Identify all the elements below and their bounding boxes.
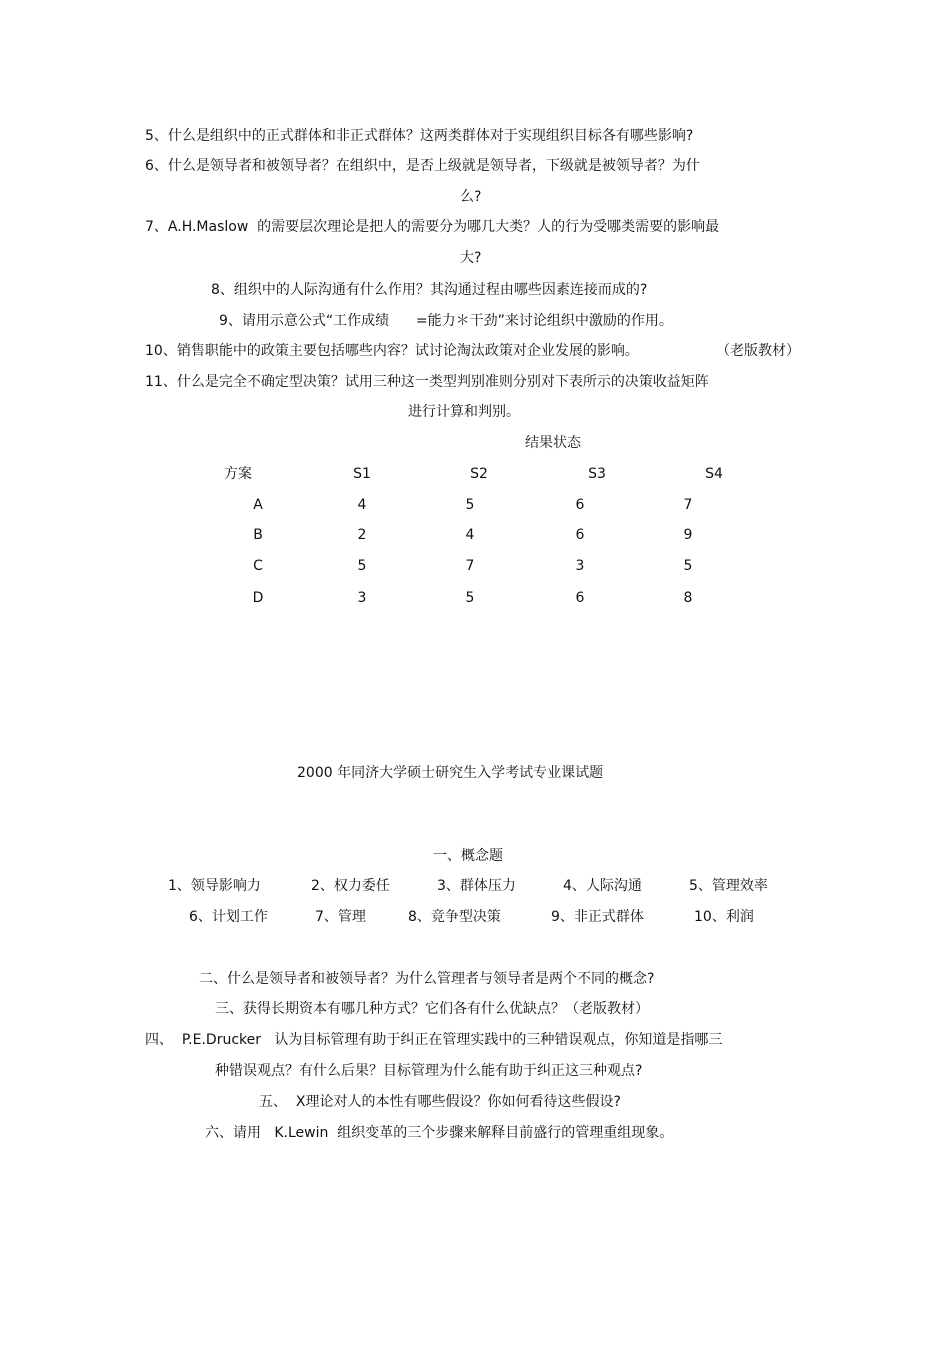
concept-item: 9、非正式群体 xyxy=(551,909,644,925)
question-10: 10、销售职能中的政策主要包括哪些内容？试讨论淘汰政策对企业发展的影响。 xyxy=(145,343,639,359)
table-cell: 7 xyxy=(683,497,693,513)
question-10-note: （老版教材） xyxy=(716,343,800,359)
table-cell: 9 xyxy=(683,527,693,543)
question-5: 5、什么是组织中的正式群体和非正式群体？这两类群体对于实现组织目标各有哪些影响? xyxy=(145,128,694,144)
table-cell: 6 xyxy=(575,590,585,606)
concept-item: 8、竞争型决策 xyxy=(408,909,501,925)
table-cell: 7 xyxy=(465,558,475,574)
concept-item: 10、利润 xyxy=(694,909,754,925)
exam-question-5: 五、 X理论对人的本性有哪些假设？你如何看待这些假设? xyxy=(259,1094,621,1110)
table-cell: 3 xyxy=(357,590,367,606)
question-9: 9、请用示意公式“工作成绩 =能力＊干劲”来讨论组织中激励的作用。 xyxy=(219,313,673,329)
row-label: B xyxy=(253,527,263,543)
concept-item: 5、管理效率 xyxy=(689,878,768,894)
concept-item: 2、权力委任 xyxy=(311,878,390,894)
table-caption: 结果状态 xyxy=(525,435,581,451)
question-11-line-1: 11、什么是完全不确定型决策？试用三种这一类型判别准则分别对下表所示的决策收益矩阵 xyxy=(145,374,709,390)
table-cell: 5 xyxy=(465,497,475,513)
table-cell: 8 xyxy=(683,590,693,606)
exam-title: 2000 年同济大学硕士研究生入学考试专业课试题 xyxy=(297,765,604,781)
section-heading: 一、概念题 xyxy=(433,848,503,864)
exam-question-3: 三、获得长期资本有哪几种方式？它们各有什么优缺点？（老版教材） xyxy=(215,1001,649,1017)
table-column-header: S4 xyxy=(705,466,723,482)
table-cell: 3 xyxy=(575,558,585,574)
row-label: D xyxy=(252,590,264,606)
table-row-header: 方案 xyxy=(224,466,252,482)
table-cell: 2 xyxy=(357,527,367,543)
table-cell: 6 xyxy=(575,527,585,543)
question-11-line-2: 进行计算和判别。 xyxy=(408,404,520,420)
question-7-line-1: 7、A.H.Maslow 的需要层次理论是把人的需要分为哪几大类？人的行为受哪类需要的影响最 xyxy=(145,219,720,235)
table-cell: 6 xyxy=(575,497,585,513)
concept-item: 4、人际沟通 xyxy=(563,878,642,894)
table-column-header: S2 xyxy=(470,466,488,482)
exam-question-4-line-2: 种错误观点？有什么后果？目标管理为什么能有助于纠正这三种观点? xyxy=(215,1063,643,1079)
exam-question-6: 六、请用 K.Lewin 组织变革的三个步骤来解释目前盛行的管理重组现象。 xyxy=(205,1125,674,1141)
table-cell: 4 xyxy=(465,527,475,543)
exam-question-2: 二、什么是领导者和被领导者？为什么管理者与领导者是两个不同的概念? xyxy=(199,971,655,987)
concept-item: 6、计划工作 xyxy=(189,909,268,925)
question-8: 8、组织中的人际沟通有什么作用？其沟通过程由哪些因素连接而成的? xyxy=(211,282,648,298)
concept-item: 1、领导影响力 xyxy=(168,878,261,894)
table-column-header: S1 xyxy=(353,466,371,482)
concept-item: 7、管理 xyxy=(315,909,366,925)
table-cell: 4 xyxy=(357,497,367,513)
row-label: A xyxy=(253,497,263,513)
row-label: C xyxy=(253,558,263,574)
exam-question-4-line-1: 四、 P.E.Drucker 认为目标管理有助于纠正在管理实践中的三种错误观点，你知道是指哪三 xyxy=(145,1032,723,1048)
question-7-line-2: 大? xyxy=(460,250,482,266)
table-cell: 5 xyxy=(465,590,475,606)
table-cell: 5 xyxy=(357,558,367,574)
table-cell: 5 xyxy=(683,558,693,574)
concept-item: 3、群体压力 xyxy=(437,878,516,894)
question-6-line-2: 么? xyxy=(460,189,482,205)
table-column-header: S3 xyxy=(588,466,606,482)
question-6-line-1: 6、什么是领导者和被领导者？在组织中，是否上级就是领导者，下级就是被领导者？为什 xyxy=(145,158,700,174)
